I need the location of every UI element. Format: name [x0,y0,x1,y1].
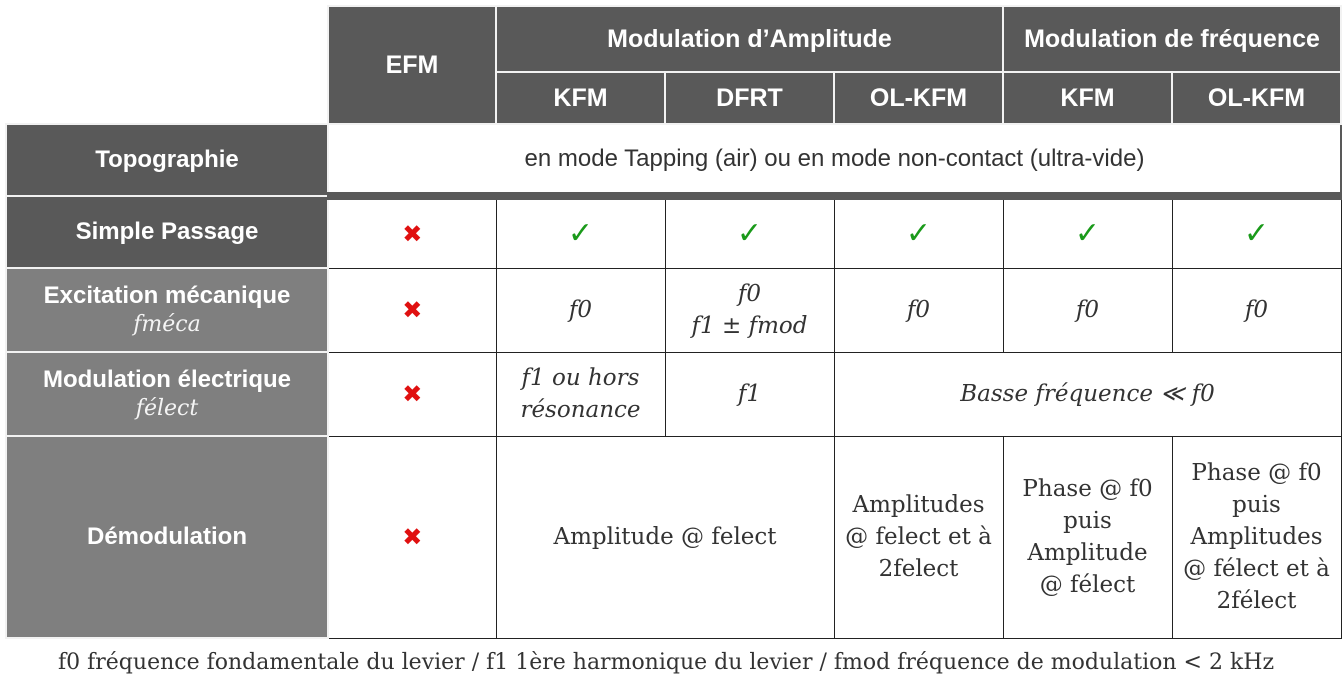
demodulation-fm-olkfm [1172,436,1341,638]
modulation-symbol: félect [135,396,199,422]
header-am-olkfm: OL-KFM [834,72,1003,124]
demodulation-olkfm-line: 2felect [878,556,959,583]
cross-icon: ✖ [328,196,496,268]
excitation-olkfm: f0 [834,268,1003,352]
check-icon: ✓ [1003,196,1172,268]
cross-icon: ✖ [328,352,496,436]
excitation-label: Excitation mécanique [43,282,291,310]
cross-icon: ✖ [328,436,496,638]
modulation-merged: Basse fréquence ≪ f0 [834,352,1341,436]
modulation-kfm-line2: résonance [520,397,641,423]
row-label-simple-passage: Simple Passage [6,196,328,268]
demodulation-fm-olkfm-line: puis [1232,491,1281,518]
header-am-dfrt: DFRT [665,72,834,124]
demodulation-fm-olkfm-line: Amplitudes [1190,523,1323,550]
row-label-excitation [6,268,328,352]
demodulation-olkfm-line: @ felect et à [845,523,992,550]
modulation-kfm [496,352,665,436]
demodulation-am: Amplitude @ felect [496,436,834,638]
check-icon: ✓ [834,196,1003,268]
demodulation-fm-kfm [1003,436,1172,638]
excitation-symbol: fméca [133,312,201,338]
row-label-modulation [6,352,328,436]
header-efm: EFM [328,6,496,124]
demodulation-fm-olkfm-line: 2félect [1216,588,1297,615]
header-frequency-modulation: Modulation de fréquence [1003,6,1341,72]
demodulation-fm-olkfm-line: Phase @ f0 [1191,459,1322,486]
modulation-label: Modulation électrique [42,366,291,394]
check-icon: ✓ [1172,196,1341,268]
excitation-kfm: f0 [496,268,665,352]
header-fm-kfm: KFM [1003,72,1172,124]
excitation-fm-olkfm: f0 [1172,268,1341,352]
comparison-table [5,5,1342,639]
modulation-kfm-line1: f1 ou hors [521,364,640,391]
demodulation-fm-kfm-line: Phase @ f0 [1022,475,1153,502]
check-icon: ✓ [496,196,665,268]
row-label-demodulation: Démodulation [6,436,328,638]
demodulation-olkfm-line: Amplitudes [852,491,985,518]
excitation-fm-kfm: f0 [1003,268,1172,352]
comparison-table-wrapper [5,5,1342,639]
demodulation-fm-olkfm-line: @ félect et à [1183,556,1330,583]
excitation-dfrt-line2: f1 ± fmod [691,313,808,339]
modulation-dfrt: f1 [665,352,834,436]
excitation-dfrt [665,268,834,352]
demodulation-fm-kfm-line: Amplitude [1027,540,1148,566]
demodulation-olkfm [834,436,1003,638]
header-fm-olkfm: OL-KFM [1172,72,1341,124]
demodulation-fm-kfm-line: puis [1063,507,1112,534]
header-amplitude-modulation: Modulation d’Amplitude [496,6,1003,72]
check-icon: ✓ [665,196,834,268]
header-am-kfm: KFM [496,72,665,124]
excitation-dfrt-line1: f0 [737,280,762,307]
row-label-topographie: Topographie [6,124,328,196]
cross-icon: ✖ [328,268,496,352]
corner-empty [6,6,328,124]
footnote: f0 fréquence fondamentale du levier / f1 1ère harmonique du levier / fmod fréquence de modulation < 2 kHz [58,650,1275,675]
topographie-value: en mode Tapping (air) ou en mode non-contact (ultra-vide) [328,124,1341,196]
demodulation-fm-kfm-line: @ félect [1039,572,1136,599]
